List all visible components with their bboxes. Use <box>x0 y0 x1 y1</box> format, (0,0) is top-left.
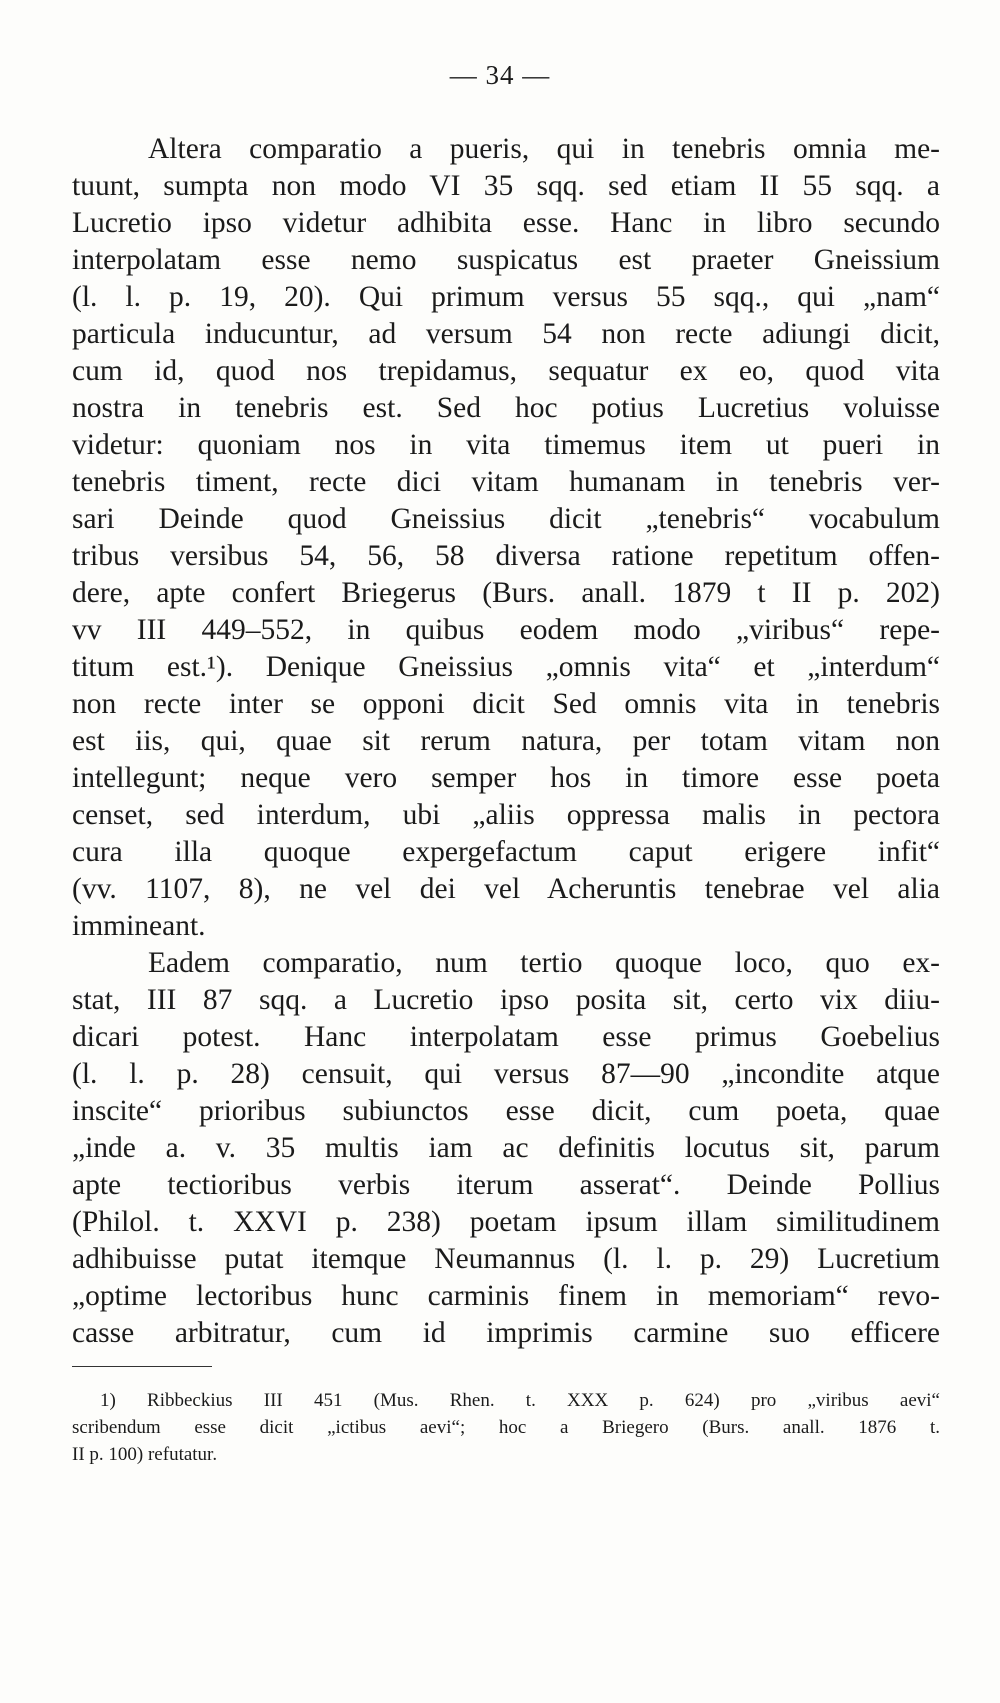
footnote-line: 1) Ribbeckius III 451 (Mus. Rhen. t. XXX p. 624) pro „viribus aevi“ <box>100 1390 940 1411</box>
text-line: dere, apte confert Briegerus (Burs. anall. 1879 t II p. 202) <box>72 577 940 609</box>
text-line: (Philol. t. XXVI p. 238) poetam ipsum illam similitudinem <box>72 1206 940 1238</box>
text-line: interpolatam esse nemo suspicatus est praeter Gneissium <box>72 244 940 276</box>
text-line: Altera comparatio a pueris, qui in tenebris omnia me- <box>148 133 940 165</box>
text-line: adhibuisse putat itemque Neumannus (l. l. p. 29) Lucretium <box>72 1243 940 1275</box>
text-line: est iis, qui, quae sit rerum natura, per totam vitam non <box>72 725 940 757</box>
text-line: particula inducuntur, ad versum 54 non recte adiungi dicit, <box>72 318 940 350</box>
text-line: (l. l. p. 28) censuit, qui versus 87—90 „incondite atque <box>72 1058 940 1090</box>
text-line: sari Deinde quod Gneissius dicit „tenebris“ vocabulum <box>72 503 940 535</box>
text-line: cura illa quoque expergefactum caput erigere infit“ <box>72 836 940 868</box>
text-line: nostra in tenebris est. Sed hoc potius Lucretius voluisse <box>72 392 940 424</box>
text-line: cum id, quod nos trepidamus, sequatur ex eo, quod vita <box>72 355 940 387</box>
text-line: (l. l. p. 19, 20). Qui primum versus 55 sqq., qui „nam“ <box>72 281 940 313</box>
text-line: apte tectioribus verbis iterum asserat“. Deinde Pollius <box>72 1169 940 1201</box>
text-line: Lucretio ipso videtur adhibita esse. Hanc in libro secundo <box>72 207 940 239</box>
body-text <box>72 131 940 1352</box>
text-line: „optime lectoribus hunc carminis finem in memoriam“ revo- <box>72 1280 940 1312</box>
text-line: censet, sed interdum, ubi „aliis oppressa malis in pectora <box>72 799 940 831</box>
text-line: tribus versibus 54, 56, 58 diversa ratione repetitum offen- <box>72 540 940 572</box>
text-line: vv III 449–552, in quibus eodem modo „viribus“ repe- <box>72 614 940 646</box>
footnote-line: scribendum esse dicit „ictibus aevi“; hoc a Briegero (Burs. anall. 1876 t. <box>72 1417 940 1438</box>
text-line: dicari potest. Hanc interpolatam esse primus Goebelius <box>72 1021 940 1053</box>
text-line: tuunt, sumpta non modo VI 35 sqq. sed etiam II 55 sqq. a <box>72 170 940 202</box>
text-line: immineant. <box>72 910 206 942</box>
text-line: videtur: quoniam nos in vita timemus item ut pueri in <box>72 429 940 461</box>
text-line: (vv. 1107, 8), ne vel dei vel Acheruntis tenebrae vel alia <box>72 873 940 905</box>
footnote-separator <box>72 1366 212 1367</box>
page-number: — 34 — <box>449 60 551 90</box>
footnotes <box>72 1387 940 1468</box>
text-line: Eadem comparatio, num tertio quoque loco, quo ex- <box>148 947 940 979</box>
text-line: casse arbitratur, cum id imprimis carmine suo efficere <box>72 1317 940 1349</box>
text-line: tenebris timent, recte dici vitam humanam in tenebris ver- <box>72 466 940 498</box>
text-line: non recte inter se opponi dicit Sed omnis vita in tenebris <box>72 688 940 720</box>
text-line: intellegunt; neque vero semper hos in timore esse poeta <box>72 762 940 794</box>
text-line: „inde a. v. 35 multis iam ac definitis locutus sit, parum <box>72 1132 940 1164</box>
text-line: stat, III 87 sqq. a Lucretio ipso posita sit, certo vix diiu- <box>72 984 940 1016</box>
footnote-line: II p. 100) refutatur. <box>72 1444 218 1465</box>
text-line: inscite“ prioribus subiunctos esse dicit, cum poeta, quae <box>72 1095 940 1127</box>
text-line: titum est.¹). Denique Gneissius „omnis vita“ et „interdum“ <box>72 651 940 683</box>
